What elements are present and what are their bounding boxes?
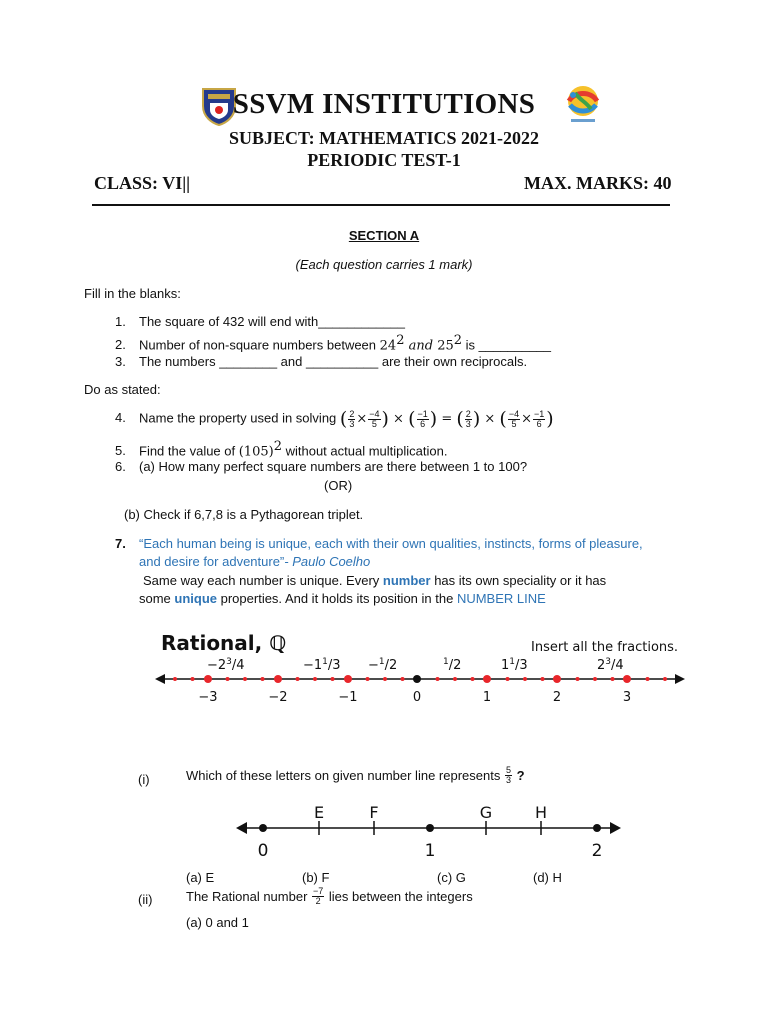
point-0 (259, 824, 267, 832)
int-label: 1 (482, 690, 492, 705)
question-number: 5. (115, 443, 126, 459)
small-dot (261, 677, 265, 681)
small-dot (331, 677, 335, 681)
small-dot (663, 677, 667, 681)
fraction: $\frac{2}{3}$ (465, 408, 471, 429)
int-label: 3 (622, 690, 632, 705)
integer-dot (623, 675, 631, 683)
test-name: PERIODIC TEST-1 (307, 150, 461, 170)
small-dot (506, 677, 510, 681)
integer-dot (204, 675, 212, 683)
body-text: properties. And it holds its position in the (217, 591, 457, 606)
header-divider (92, 204, 670, 206)
left-arrow (236, 822, 247, 834)
letter-label: H (534, 803, 548, 822)
question-number: 4. (115, 410, 126, 426)
small-dot (541, 677, 545, 681)
letter-label: G (479, 803, 493, 822)
fill-blanks-heading: Fill in the blanks: (84, 286, 181, 301)
int-label: 2 (552, 690, 562, 705)
math-base: 24 (379, 338, 397, 354)
math-exponent: 2 (396, 333, 405, 348)
small-dot (453, 677, 457, 681)
institution-name: SSVM INSTITUTIONS (232, 88, 536, 120)
small-dot (383, 677, 387, 681)
globe-logo (561, 83, 605, 127)
letter-label: F (369, 803, 379, 822)
small-dot (173, 677, 177, 681)
subject-line: SUBJECT: MATHEMATICS 2021-2022 (228, 128, 540, 148)
small-dot (191, 677, 195, 681)
question-6b: (b) Check if 6,7,8 is a Pythagorean triplet. (124, 507, 364, 522)
point-2 (593, 824, 601, 832)
body-text: some (139, 591, 175, 606)
section-note: (Each question carries 1 mark) (295, 257, 473, 272)
small-dot (401, 677, 405, 681)
question-text: (a) How many perfect square numbers are there between 1 to 100? (139, 459, 528, 474)
letters-number-line (232, 800, 632, 862)
option-d: (d) H (533, 870, 562, 885)
rational-number-line-figure (145, 622, 695, 712)
body-text: has its own speciality or it has (430, 573, 607, 588)
math-base: (105) (238, 444, 274, 460)
or-label: (OR) (324, 478, 353, 493)
body-text: Same way each number is unique. Every (143, 573, 383, 588)
zero-dot (413, 675, 421, 683)
fraction-label-neg-2-3-4: $-2^3/4$ (207, 657, 245, 673)
highlight-number-line: NUMBER LINE (456, 591, 546, 606)
integer-dot (344, 675, 352, 683)
small-dot (296, 677, 300, 681)
integer-dot (483, 675, 491, 683)
integer-dot (553, 675, 561, 683)
fraction: $\frac{-7}{2}$ (313, 886, 324, 906)
right-arrow (610, 822, 621, 834)
small-dot (523, 677, 527, 681)
small-dot (226, 677, 230, 681)
question-2 (115, 333, 551, 353)
fraction: $\frac{-1}{6}$ (417, 408, 428, 429)
quote-author: - Paulo Coelho (284, 554, 371, 569)
quote-line-2: and desire for adventure” (139, 554, 285, 569)
small-dot (436, 677, 440, 681)
fraction: $\frac{-4}{5}$ (369, 408, 380, 429)
fraction-label-1-1-3: $1^1/3$ (501, 657, 528, 673)
question-text: is __________ (462, 337, 551, 353)
question-number: 2. (115, 337, 126, 353)
sub-i-question: Which of these letters on given number line represents $\frac{5}{3}$ ? (186, 765, 525, 785)
question-4: 4. Name the property used in solving ( $\frac{2}{3}$ × $\frac{-4}{5}$ ) × ( $\frac{-1}{6}$ ) = ( $\frac{2}{3}$ ) × ( $\frac{-4}{5}$ × $\frac{-1}{6}$ ) (115, 408, 554, 430)
math-base: 25 (437, 338, 454, 354)
option-a: (a) E (186, 870, 215, 885)
tick-label: 0 (257, 841, 269, 861)
fraction: $\frac{2}{3}$ (349, 408, 355, 429)
math-and: and (404, 338, 438, 354)
math-exponent: 2 (453, 333, 463, 348)
sub-ii-question (186, 887, 473, 911)
question-text: lies between the integers (325, 889, 473, 904)
question-text: The square of 432 will end with____________ (139, 314, 405, 329)
option-c: (c) G (437, 870, 466, 885)
small-dot (366, 677, 370, 681)
highlight-number: number (382, 573, 431, 588)
sub-ii-option-a: (a) 0 and 1 (186, 915, 249, 930)
small-dot (646, 677, 650, 681)
fraction: $\frac{-4}{5}$ (508, 408, 520, 429)
question-7 (115, 536, 715, 606)
question-number: 1. (115, 314, 126, 329)
class-label: CLASS: VI|| (94, 173, 191, 193)
fraction-label-1-2: 1/2 (443, 657, 462, 673)
right-arrow (675, 674, 685, 684)
int-label: −3 (198, 690, 218, 705)
int-label: −2 (268, 690, 288, 705)
fraction-label-neg-1-2: −$^1$/2 (368, 657, 398, 673)
question-number: 6. (115, 459, 126, 474)
question-text: Which of these letters on given number line represents (186, 768, 504, 783)
small-dot (471, 677, 475, 681)
integer-dot (274, 675, 282, 683)
question-1 (115, 314, 405, 329)
small-dot (243, 677, 247, 681)
fraction: $\frac{5}{3}$ (505, 765, 511, 785)
int-label: 0 (412, 690, 422, 705)
sub-ii-label: (ii) (138, 892, 153, 907)
small-dot (593, 677, 597, 681)
question-text: The Rational number (186, 889, 312, 904)
point-1 (426, 824, 434, 832)
option-b: (b) F (302, 870, 330, 885)
math-exponent: 2 (273, 439, 282, 454)
small-dot (576, 677, 580, 681)
question-5 (115, 439, 447, 459)
question-text: without actual multiplication. (281, 443, 448, 459)
rational-title: Rational, ℚ (161, 631, 287, 655)
highlight-unique: unique (174, 591, 218, 606)
question-number: 3. (115, 354, 126, 369)
question-text: The numbers ________ and __________ are their own reciprocals. (139, 354, 528, 369)
left-arrow (155, 674, 165, 684)
tick-label: 1 (424, 841, 436, 861)
sub-i-label: (i) (138, 772, 150, 787)
question-text: Number of non-square numbers between (139, 337, 380, 353)
question-6a (115, 459, 527, 474)
section-title: SECTION A (348, 228, 420, 243)
rational-instruction: Insert all the fractions. (531, 640, 679, 655)
small-dot (313, 677, 317, 681)
fraction-label-neg-1-1-3: $-1^1/3$ (303, 657, 341, 673)
fraction: $\frac{-1}{6}$ (534, 408, 545, 429)
fraction-label-2-3-4: $2^3/4$ (597, 657, 624, 673)
question-number: 7. (115, 536, 126, 551)
do-as-stated-heading: Do as stated: (84, 382, 161, 397)
letter-label: E (313, 803, 325, 822)
quote-line-1: “Each human being is unique, each with their own qualities, instincts, forms of pleasure, (139, 536, 643, 551)
int-label: −1 (338, 690, 358, 705)
tick-label: 2 (591, 841, 603, 861)
max-marks: MAX. MARKS: 40 (524, 173, 672, 193)
question-text: Find the value of (139, 443, 239, 459)
small-dot (611, 677, 615, 681)
question-text: Name the property used in solving (139, 410, 340, 426)
question-3 (115, 354, 527, 369)
